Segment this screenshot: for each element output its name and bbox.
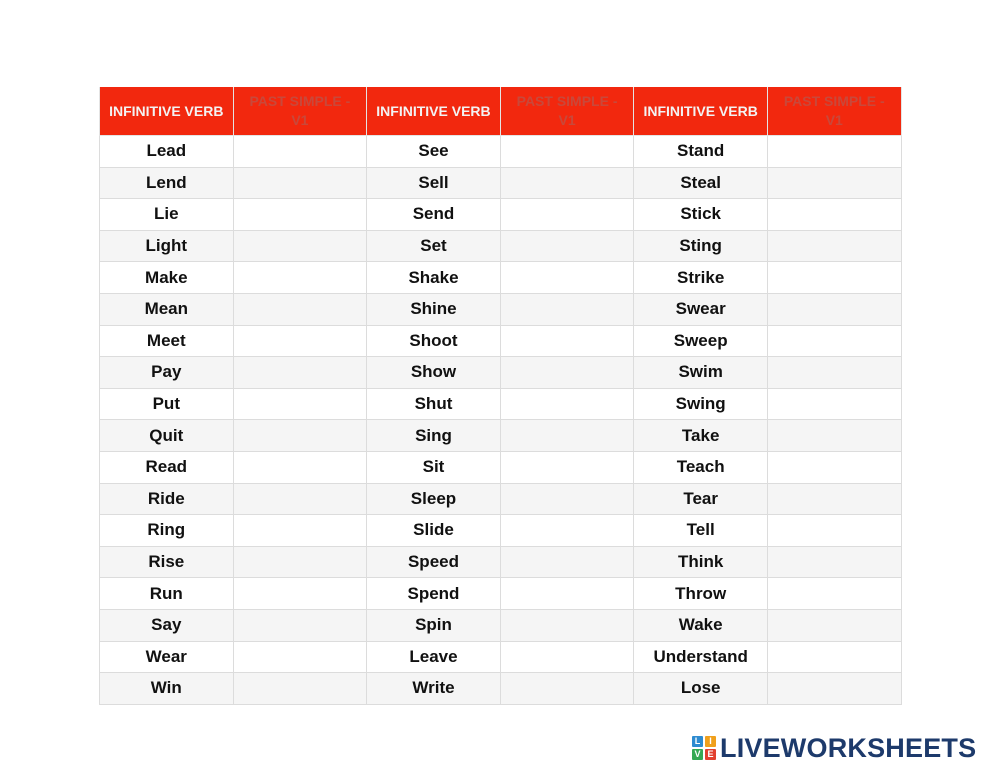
table-row: [100, 167, 902, 199]
past-simple-answer-cell[interactable]: [500, 420, 634, 452]
logo-mark-square: V: [692, 749, 703, 760]
infinitive-verb-cell: Lend: [100, 167, 234, 199]
past-simple-answer-cell[interactable]: [233, 167, 367, 199]
past-simple-answer-cell[interactable]: [767, 609, 901, 641]
infinitive-verb-cell: Swim: [634, 357, 768, 389]
table-row: [100, 451, 902, 483]
infinitive-verb-cell: Throw: [634, 578, 768, 610]
past-simple-answer-cell[interactable]: [233, 357, 367, 389]
table-row: [100, 483, 902, 515]
past-simple-answer-cell[interactable]: [500, 262, 634, 294]
past-simple-answer-cell[interactable]: [233, 578, 367, 610]
past-simple-answer-cell[interactable]: [233, 325, 367, 357]
infinitive-verb-cell: Put: [100, 388, 234, 420]
infinitive-verb-cell: Shine: [367, 293, 501, 325]
table-row: [100, 262, 902, 294]
infinitive-verb-cell: Sing: [367, 420, 501, 452]
infinitive-verb-cell: Swear: [634, 293, 768, 325]
header-past-simple: PAST SIMPLE - V1: [233, 87, 367, 136]
infinitive-verb-cell: Stick: [634, 199, 768, 231]
table-row: [100, 293, 902, 325]
past-simple-answer-cell[interactable]: [767, 262, 901, 294]
infinitive-verb-cell: Sit: [367, 451, 501, 483]
past-simple-answer-cell[interactable]: [500, 167, 634, 199]
past-simple-answer-cell[interactable]: [767, 578, 901, 610]
infinitive-verb-cell: Ring: [100, 515, 234, 547]
infinitive-verb-cell: Teach: [634, 451, 768, 483]
infinitive-verb-cell: Leave: [367, 641, 501, 673]
table-row: [100, 546, 902, 578]
table-row: [100, 230, 902, 262]
infinitive-verb-cell: Quit: [100, 420, 234, 452]
past-simple-answer-cell[interactable]: [500, 451, 634, 483]
table-body: [100, 136, 902, 705]
infinitive-verb-cell: Shoot: [367, 325, 501, 357]
logo-mark-square: I: [705, 736, 716, 747]
past-simple-answer-cell[interactable]: [233, 515, 367, 547]
infinitive-verb-cell: Say: [100, 609, 234, 641]
table-row: [100, 357, 902, 389]
past-simple-answer-cell[interactable]: [767, 420, 901, 452]
logo-mark-square: L: [692, 736, 703, 747]
past-simple-answer-cell[interactable]: [233, 230, 367, 262]
infinitive-verb-cell: Tear: [634, 483, 768, 515]
logo-mark-icon: [692, 736, 716, 760]
past-simple-answer-cell[interactable]: [767, 293, 901, 325]
infinitive-verb-cell: Speed: [367, 546, 501, 578]
infinitive-verb-cell: Shut: [367, 388, 501, 420]
infinitive-verb-cell: Meet: [100, 325, 234, 357]
past-simple-answer-cell[interactable]: [233, 483, 367, 515]
infinitive-verb-cell: Understand: [634, 641, 768, 673]
infinitive-verb-cell: Send: [367, 199, 501, 231]
table-row: [100, 199, 902, 231]
table-row: [100, 673, 902, 705]
infinitive-verb-cell: Light: [100, 230, 234, 262]
past-simple-answer-cell[interactable]: [500, 483, 634, 515]
infinitive-verb-cell: Win: [100, 673, 234, 705]
infinitive-verb-cell: Write: [367, 673, 501, 705]
infinitive-verb-cell: Slide: [367, 515, 501, 547]
infinitive-verb-cell: See: [367, 136, 501, 168]
past-simple-answer-cell[interactable]: [500, 325, 634, 357]
infinitive-verb-cell: Lead: [100, 136, 234, 168]
infinitive-verb-cell: Ride: [100, 483, 234, 515]
infinitive-verb-cell: Spin: [367, 609, 501, 641]
past-simple-answer-cell[interactable]: [767, 325, 901, 357]
past-simple-answer-cell[interactable]: [767, 451, 901, 483]
infinitive-verb-cell: Steal: [634, 167, 768, 199]
past-simple-answer-cell[interactable]: [233, 293, 367, 325]
header-infinitive-verb: INFINITIVE VERB: [634, 87, 768, 136]
infinitive-verb-cell: Think: [634, 546, 768, 578]
logo-text: LIVEWORKSHEETS: [720, 733, 977, 763]
header-infinitive-verb: INFINITIVE VERB: [100, 87, 234, 136]
past-simple-answer-cell[interactable]: [500, 546, 634, 578]
header-infinitive-verb: INFINITIVE VERB: [367, 87, 501, 136]
past-simple-answer-cell[interactable]: [767, 230, 901, 262]
infinitive-verb-cell: Show: [367, 357, 501, 389]
past-simple-answer-cell[interactable]: [500, 357, 634, 389]
past-simple-answer-cell[interactable]: [233, 420, 367, 452]
infinitive-verb-cell: Pay: [100, 357, 234, 389]
header-past-simple: PAST SIMPLE - V1: [500, 87, 634, 136]
past-simple-answer-cell[interactable]: [767, 136, 901, 168]
past-simple-answer-cell[interactable]: [233, 262, 367, 294]
infinitive-verb-cell: Mean: [100, 293, 234, 325]
table-row: [100, 388, 902, 420]
infinitive-verb-cell: Strike: [634, 262, 768, 294]
past-simple-answer-cell[interactable]: [500, 388, 634, 420]
past-simple-answer-cell[interactable]: [233, 451, 367, 483]
past-simple-answer-cell[interactable]: [767, 641, 901, 673]
table-row: [100, 325, 902, 357]
past-simple-answer-cell[interactable]: [233, 609, 367, 641]
infinitive-verb-cell: Run: [100, 578, 234, 610]
infinitive-verb-cell: Lie: [100, 199, 234, 231]
table-row: [100, 641, 902, 673]
past-simple-answer-cell[interactable]: [233, 546, 367, 578]
table-row: [100, 136, 902, 168]
past-simple-answer-cell[interactable]: [767, 546, 901, 578]
past-simple-answer-cell[interactable]: [500, 515, 634, 547]
infinitive-verb-cell: Sleep: [367, 483, 501, 515]
infinitive-verb-cell: Set: [367, 230, 501, 262]
header-row: [100, 87, 902, 136]
infinitive-verb-cell: Wear: [100, 641, 234, 673]
infinitive-verb-cell: Sell: [367, 167, 501, 199]
past-simple-answer-cell[interactable]: [500, 673, 634, 705]
table-header: [100, 87, 902, 136]
infinitive-verb-cell: Tell: [634, 515, 768, 547]
past-simple-answer-cell[interactable]: [500, 293, 634, 325]
past-simple-answer-cell[interactable]: [767, 483, 901, 515]
table-row: [100, 609, 902, 641]
infinitive-verb-cell: Take: [634, 420, 768, 452]
liveworksheets-logo: [692, 734, 976, 762]
infinitive-verb-cell: Swing: [634, 388, 768, 420]
header-past-simple: PAST SIMPLE - V1: [767, 87, 901, 136]
irregular-verbs-table: [99, 87, 902, 705]
past-simple-answer-cell[interactable]: [767, 167, 901, 199]
past-simple-answer-cell[interactable]: [500, 578, 634, 610]
infinitive-verb-cell: Stand: [634, 136, 768, 168]
infinitive-verb-cell: Sting: [634, 230, 768, 262]
table-row: [100, 515, 902, 547]
past-simple-answer-cell[interactable]: [767, 673, 901, 705]
past-simple-answer-cell[interactable]: [500, 136, 634, 168]
table-row: [100, 420, 902, 452]
past-simple-answer-cell[interactable]: [500, 641, 634, 673]
infinitive-verb-cell: Wake: [634, 609, 768, 641]
past-simple-answer-cell[interactable]: [233, 199, 367, 231]
infinitive-verb-cell: Sweep: [634, 325, 768, 357]
infinitive-verb-cell: Spend: [367, 578, 501, 610]
infinitive-verb-cell: Read: [100, 451, 234, 483]
logo-mark-square: E: [705, 749, 716, 760]
infinitive-verb-cell: Rise: [100, 546, 234, 578]
past-simple-answer-cell[interactable]: [233, 136, 367, 168]
past-simple-answer-cell[interactable]: [500, 230, 634, 262]
past-simple-answer-cell[interactable]: [767, 515, 901, 547]
infinitive-verb-cell: Shake: [367, 262, 501, 294]
past-simple-answer-cell[interactable]: [233, 673, 367, 705]
infinitive-verb-cell: Make: [100, 262, 234, 294]
table-row: [100, 578, 902, 610]
past-simple-answer-cell[interactable]: [233, 388, 367, 420]
past-simple-answer-cell[interactable]: [767, 357, 901, 389]
past-simple-answer-cell[interactable]: [767, 199, 901, 231]
past-simple-answer-cell[interactable]: [233, 641, 367, 673]
past-simple-answer-cell[interactable]: [500, 199, 634, 231]
past-simple-answer-cell[interactable]: [500, 609, 634, 641]
infinitive-verb-cell: Lose: [634, 673, 768, 705]
past-simple-answer-cell[interactable]: [767, 388, 901, 420]
